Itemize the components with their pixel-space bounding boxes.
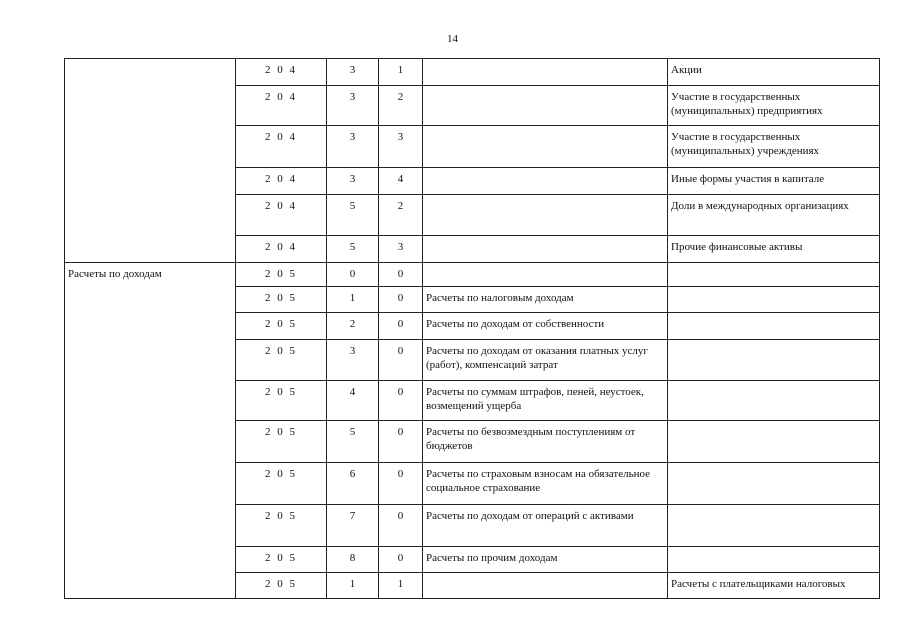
subcode-cell: 3	[327, 126, 379, 168]
code-cell: 2 0 5	[236, 463, 327, 505]
income-name-cell: Расчеты по страховым взносам на обязательное социальное страхование	[423, 463, 668, 505]
subcode-cell: 3	[327, 340, 379, 381]
income-name-cell: Расчеты по доходам от собственности	[423, 313, 668, 340]
code-cell: 2 0 4	[236, 236, 327, 263]
subcode-cell: 1	[327, 287, 379, 313]
code-cell: 2 0 5	[236, 313, 327, 340]
subcode-cell: 0	[327, 263, 379, 287]
income-name-cell	[423, 263, 668, 287]
code-cell: 2 0 5	[236, 573, 327, 599]
asset-name-cell	[668, 547, 880, 573]
income-name-cell	[423, 86, 668, 126]
income-name-cell	[423, 195, 668, 236]
subcode-cell: 3	[327, 168, 379, 195]
income-name-cell	[423, 236, 668, 263]
table-row	[65, 59, 880, 86]
asset-name-cell	[668, 463, 880, 505]
code-cell: 2 0 4	[236, 195, 327, 236]
subcode-cell: 5	[327, 195, 379, 236]
asset-name-cell: Участие в государственных (муниципальных) учреждениях	[668, 126, 880, 168]
subcode2-cell: 0	[379, 263, 423, 287]
subcode2-cell: 3	[379, 126, 423, 168]
subcode2-cell: 0	[379, 505, 423, 547]
subcode-cell: 8	[327, 547, 379, 573]
subcode-cell: 3	[327, 86, 379, 126]
subcode2-cell: 1	[379, 573, 423, 599]
code-cell: 2 0 4	[236, 59, 327, 86]
asset-name-cell: Расчеты с плательщиками налоговых	[668, 573, 880, 599]
table-row	[65, 263, 880, 287]
group-name-cell	[65, 59, 236, 263]
asset-name-cell	[668, 287, 880, 313]
code-cell: 2 0 5	[236, 263, 327, 287]
subcode2-cell: 0	[379, 287, 423, 313]
subcode2-cell: 2	[379, 195, 423, 236]
income-name-cell: Расчеты по прочим доходам	[423, 547, 668, 573]
code-cell: 2 0 5	[236, 505, 327, 547]
subcode2-cell: 4	[379, 168, 423, 195]
asset-name-cell: Участие в государственных (муниципальных) предприятиях	[668, 86, 880, 126]
code-cell: 2 0 5	[236, 547, 327, 573]
code-cell: 2 0 5	[236, 381, 327, 421]
asset-name-cell: Прочие финансовые активы	[668, 236, 880, 263]
asset-name-cell	[668, 421, 880, 463]
subcode-cell: 2	[327, 313, 379, 340]
subcode2-cell: 2	[379, 86, 423, 126]
code-cell: 2 0 5	[236, 421, 327, 463]
subcode-cell: 1	[327, 573, 379, 599]
subcode2-cell: 0	[379, 340, 423, 381]
income-name-cell: Расчеты по доходам от операций с активами	[423, 505, 668, 547]
code-cell: 2 0 4	[236, 168, 327, 195]
code-cell: 2 0 4	[236, 86, 327, 126]
asset-name-cell	[668, 505, 880, 547]
subcode-cell: 6	[327, 463, 379, 505]
subcode2-cell: 0	[379, 421, 423, 463]
subcode-cell: 5	[327, 236, 379, 263]
code-cell: 2 0 5	[236, 287, 327, 313]
asset-name-cell: Акции	[668, 59, 880, 86]
income-name-cell: Расчеты по безвозмездным поступлениям от бюджетов	[423, 421, 668, 463]
account-codes-table	[64, 58, 880, 599]
subcode-cell: 4	[327, 381, 379, 421]
asset-name-cell	[668, 381, 880, 421]
income-name-cell: Расчеты по суммам штрафов, пеней, неустоек, возмещений ущерба	[423, 381, 668, 421]
asset-name-cell	[668, 263, 880, 287]
group-name-cell: Расчеты по доходам	[65, 263, 236, 599]
code-cell: 2 0 4	[236, 126, 327, 168]
subcode2-cell: 1	[379, 59, 423, 86]
income-name-cell	[423, 573, 668, 599]
income-name-cell	[423, 59, 668, 86]
subcode-cell: 5	[327, 421, 379, 463]
page-number: 14	[447, 33, 458, 45]
subcode-cell: 7	[327, 505, 379, 547]
subcode2-cell: 0	[379, 313, 423, 340]
asset-name-cell	[668, 313, 880, 340]
asset-name-cell: Доли в международных организациях	[668, 195, 880, 236]
subcode-cell: 3	[327, 59, 379, 86]
income-name-cell	[423, 168, 668, 195]
code-cell: 2 0 5	[236, 340, 327, 381]
subcode2-cell: 3	[379, 236, 423, 263]
income-name-cell	[423, 126, 668, 168]
asset-name-cell: Иные формы участия в капитале	[668, 168, 880, 195]
subcode2-cell: 0	[379, 381, 423, 421]
asset-name-cell	[668, 340, 880, 381]
income-name-cell: Расчеты по доходам от оказания платных услуг (работ), компенсаций затрат	[423, 340, 668, 381]
subcode2-cell: 0	[379, 463, 423, 505]
subcode2-cell: 0	[379, 547, 423, 573]
income-name-cell: Расчеты по налоговым доходам	[423, 287, 668, 313]
